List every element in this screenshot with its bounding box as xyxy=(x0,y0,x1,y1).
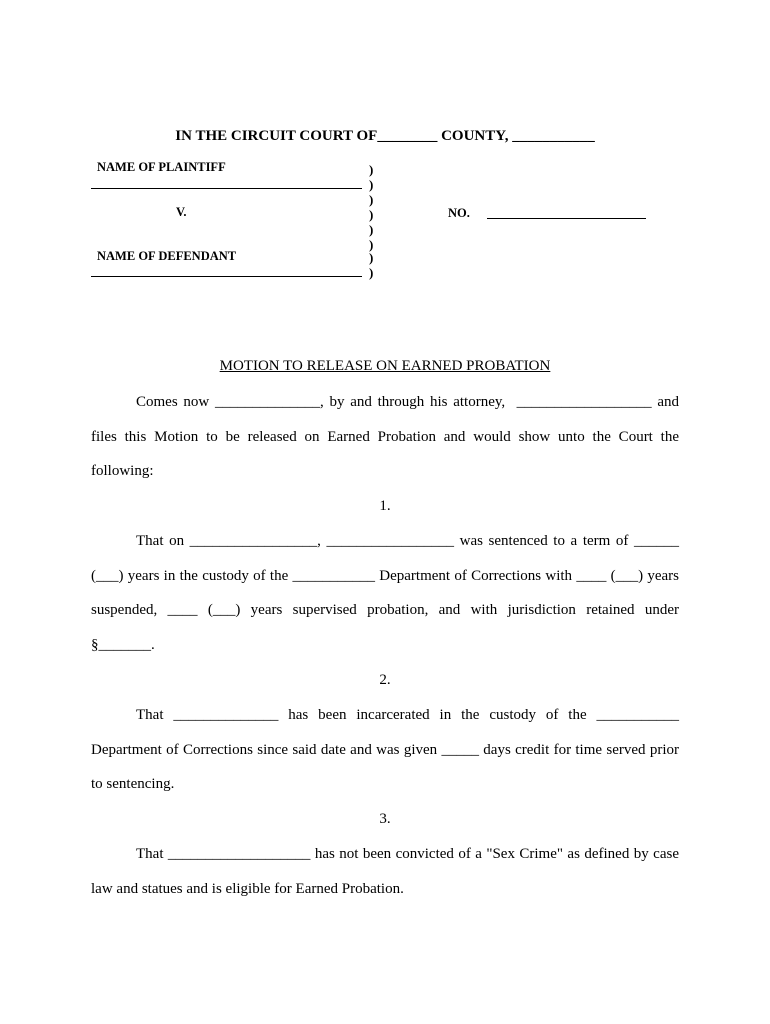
paragraph-number: 3. xyxy=(379,811,391,827)
paragraph-1-text: That on _________________, _________________ was sentenced to a term of ______ (___) years in the custody of the ___________ Department of Corrections with ____ (___) years suspended, ____ (___) years supervised probation, and with jurisdiction retained under §_______. xyxy=(91,533,683,654)
intro-paragraph-text: Comes now ______________, by and through his attorney, __________________ and files this Motion to be released on Earned Probation and would show unto the Court the following: xyxy=(91,394,683,480)
court-heading: IN THE CIRCUIT COURT OF________ COUNTY, ___________ xyxy=(175,128,595,144)
paragraph-number: 2. xyxy=(379,672,391,688)
caption-paren: ) xyxy=(369,207,374,222)
paragraph-1 xyxy=(91,524,683,663)
case-number-line xyxy=(487,218,646,219)
caption-paren: ) xyxy=(369,222,374,237)
caption-paren: ) xyxy=(369,162,374,177)
paragraph-2 xyxy=(91,698,683,802)
versus-label: V. xyxy=(176,205,187,219)
motion-title: MOTION TO RELEASE ON EARNED PROBATION xyxy=(219,358,551,374)
defendant-label: NAME OF DEFENDANT xyxy=(97,249,237,263)
caption-paren: ) xyxy=(369,177,374,192)
caption-paren: ) xyxy=(369,237,374,252)
intro-paragraph xyxy=(91,385,683,489)
caption-paren: ) xyxy=(369,265,374,280)
paragraph-3-text: That ___________________ has not been convicted of a "Sex Crime" as defined by case law and statues and is eligible for Earned Probation. xyxy=(91,846,683,897)
paragraph-2-text: That ______________ has been incarcerated in the custody of the ___________ Department of Corrections since said date and was given _____ days credit for time served prior to sentencing. xyxy=(91,707,683,793)
paragraph-number: 1. xyxy=(379,498,391,514)
caption-paren: ) xyxy=(369,192,374,207)
case-number-label: NO. xyxy=(448,206,470,220)
paragraph-3 xyxy=(91,837,683,906)
plaintiff-label: NAME OF PLAINTIFF xyxy=(97,160,226,174)
plaintiff-signature-line xyxy=(91,188,362,189)
defendant-signature-line xyxy=(91,276,362,277)
caption-paren: ) xyxy=(369,250,374,265)
